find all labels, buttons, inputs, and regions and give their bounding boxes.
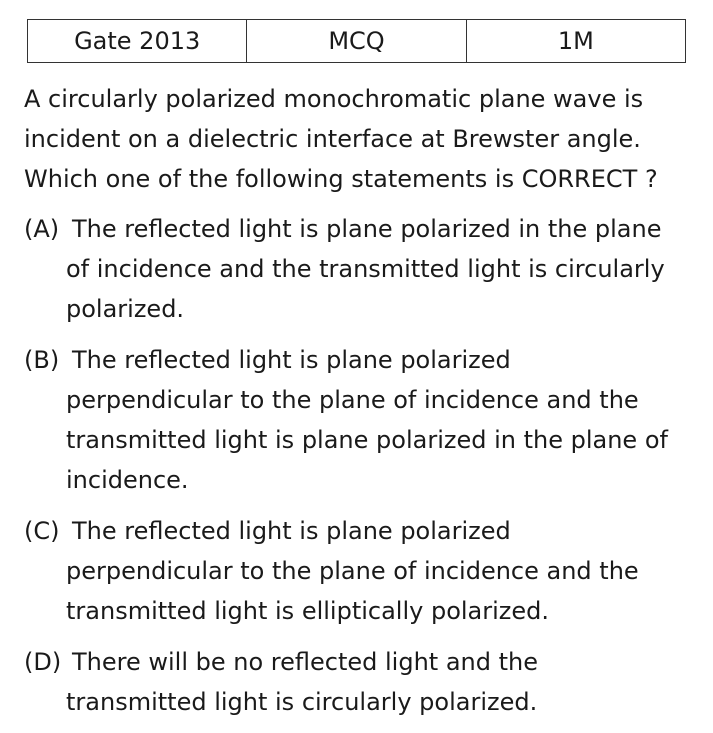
- option-line: incidence.: [66, 466, 189, 494]
- question-type-cell: MCQ: [247, 20, 466, 63]
- option-line: perpendicular to the plane of incidence and the: [66, 557, 639, 585]
- option-d[interactable]: [24, 642, 704, 722]
- option-line: perpendicular to the plane of incidence and the: [66, 386, 639, 414]
- option-line: The reflected light is plane polarized in the plane: [72, 215, 662, 243]
- option-line: transmitted light is elliptically polarized.: [66, 597, 550, 625]
- option-label: (D): [24, 648, 62, 676]
- header-row: [28, 20, 686, 63]
- question-text: [24, 79, 704, 199]
- question-line: A circularly polarized monochromatic plane wave is: [24, 85, 644, 113]
- option-line: polarized.: [66, 295, 185, 323]
- option-line: The reflected light is plane polarized: [72, 517, 511, 545]
- option-line: transmitted light is plane polarized in the plane of: [66, 426, 668, 454]
- option-label: (A): [24, 215, 60, 243]
- marks-cell: 1M: [466, 20, 685, 63]
- question-line: Which one of the following statements is CORRECT ?: [24, 165, 658, 193]
- option-line: transmitted light is circularly polarized.: [66, 688, 538, 716]
- option-label: (B): [24, 346, 60, 374]
- option-line: of incidence and the transmitted light is circularly: [66, 255, 665, 283]
- option-label: (C): [24, 517, 60, 545]
- option-a[interactable]: [24, 209, 704, 329]
- option-b[interactable]: [24, 340, 704, 500]
- option-c[interactable]: [24, 511, 704, 631]
- question-header-table: [27, 19, 686, 63]
- option-line: The reflected light is plane polarized: [72, 346, 511, 374]
- question-line: incident on a dielectric interface at Brewster angle.: [24, 125, 641, 153]
- option-line: There will be no reflected light and the: [72, 648, 538, 676]
- exam-cell: Gate 2013: [28, 20, 247, 63]
- options-list: [24, 209, 704, 733]
